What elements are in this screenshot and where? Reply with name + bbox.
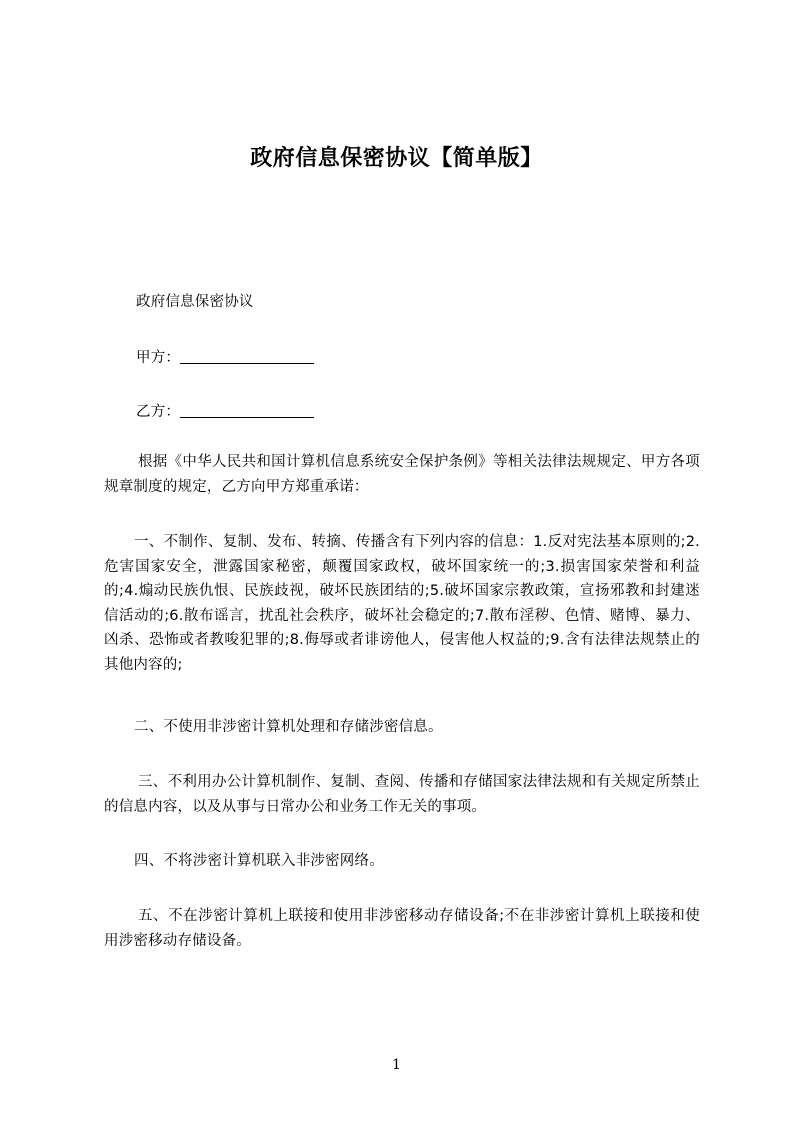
party-a-line — [136, 346, 314, 367]
party-b-blank — [180, 403, 314, 418]
clause-5-paragraph: 五、不在涉密计算机上联接和使用非涉密移动存储设备;不在非涉密计算机上联接和使用涉密移动存储设备。 — [104, 908, 700, 949]
party-a-blank — [180, 349, 314, 364]
clause-3-paragraph: 三、不利用办公计算机制作、复制、查阅、传播和存储国家法律法规和有关规定所禁止的信息内容，以及从事与日常办公和业务工作无关的事项。 — [104, 774, 700, 815]
page-number: 1 — [392, 1057, 401, 1073]
agreement-heading: 政府信息保密协议 — [136, 294, 254, 310]
document-title: 政府信息保密协议【简单版】 — [250, 146, 543, 171]
intro-paragraph: 根据《中华人民共和国计算机信息系统安全保护条例》等相关法律法规规定、甲方各项规章制度的规定，乙方向甲方郑重承诺： — [104, 454, 700, 495]
party-a-label: 甲方： — [136, 350, 181, 366]
clause-4-paragraph: 四、不将涉密计算机联入非涉密网络。 — [134, 853, 384, 869]
clause-1-paragraph: 一、不制作、复制、发布、转摘、传播含有下列内容的信息：1.反对宪法基本原则的;2.危害国家安全，泄露国家秘密，颠覆国家政权，破坏国家统一的;3.损害国家荣誉和利益的;4.煽动民族仇恨、民族歧视，破坏民族团结的;5.破坏国家宗教政策，宣扬邪教和封建迷信活动的;6.散布谣言，扰乱社会秩序，破坏社会稳定的;7.散布淫秽、色情、赌博、暴力、凶杀、恐怖或者教唆犯罪的;8.侮辱或者诽谤他人，侵害他人权益的;9.含有法律法规禁止的其他内容的; — [104, 534, 700, 673]
party-b-line — [136, 400, 314, 421]
clause-2-paragraph: 二、不使用非涉密计算机处理和存储涉密信息。 — [134, 719, 443, 735]
party-b-label: 乙方： — [136, 404, 181, 420]
